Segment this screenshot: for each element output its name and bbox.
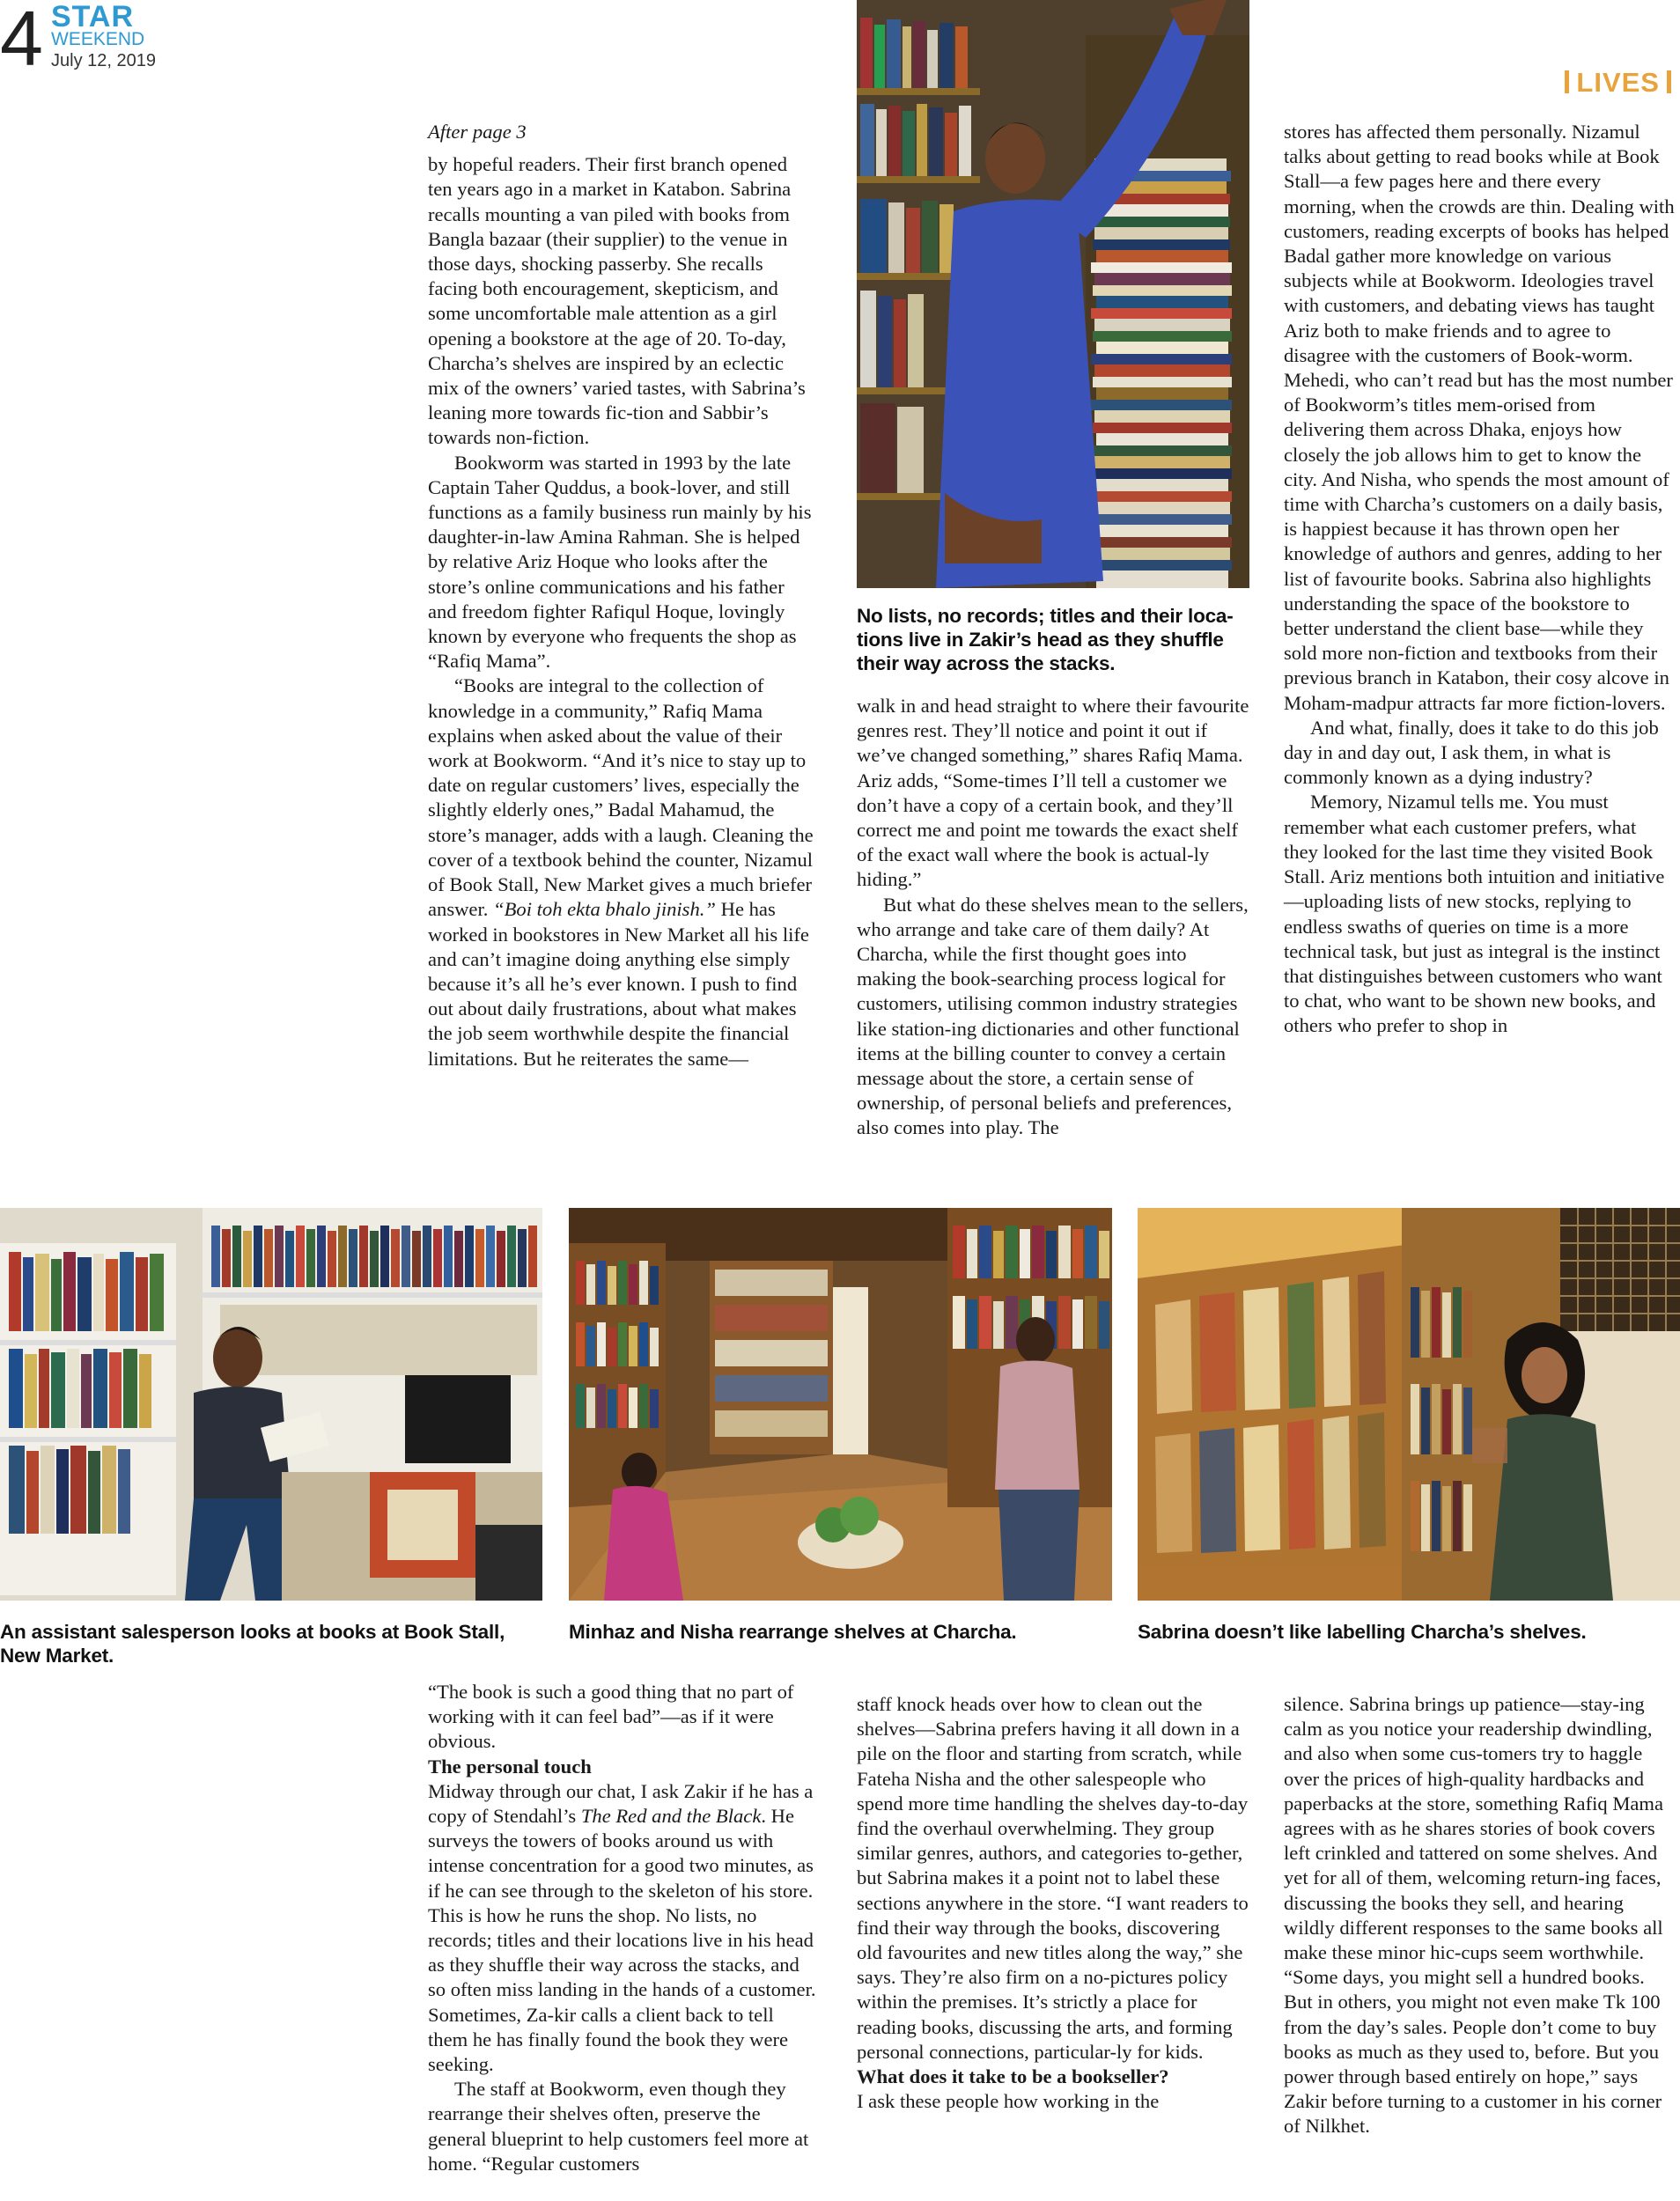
photo-charcha-shelves: [569, 1208, 1112, 1601]
paragraph: Bookworm was started in 1993 by the late Captain Taher Quddus, a book-lover, and still functions as a family business run mainly by his daughter-in-law Amina Rahman. She is helped by relative Ariz Hoque who looks after the store’s online communications and his father and freedom fighter Rafiqul Hoque, lovingly known by everyone who frequents the shop as “Rafiq Mama”.: [428, 451, 812, 673]
paragraph: [428, 1779, 817, 2077]
paragraph: walk in and head straight to where their favourite genres rest. They’ll notice and point it out if we’ve changed something,” shares Rafiq Mama. Ariz adds, “Some-times I’ll tell a customer we don’t have a copy of a certain book, and they’ll correct me and point me towards the exact shelf of the exact wall where the book is actual-ly hiding.”: [857, 695, 1249, 891]
brand-logo: STAR: [51, 0, 135, 33]
photo-caption-sabrina: Sabrina doesn’t like labelling Charcha’s shelves.: [1138, 1621, 1587, 1643]
brand-subtitle: WEEKEND: [51, 29, 145, 49]
article-column-2: [857, 694, 1249, 1141]
paragraph: And what, finally, does it take to do this job day in and day out, I ask them, in what is commonly known as a dying industry?: [1284, 716, 1659, 789]
issue-date: July 12, 2019: [51, 51, 156, 70]
photo-zakir-stacks: [857, 0, 1249, 588]
paragraph-text: Midway through our chat, I ask Zakir if he has a copy of Stendahl’s: [428, 1779, 814, 1828]
section-bar-left: [1565, 70, 1569, 93]
paragraph: “The book is such a good thing that no part of working with it can feel bad”—as if it were obvious.: [428, 1681, 794, 1753]
photo-book-stall: [0, 1208, 542, 1601]
photo-book-stall-image: [0, 1208, 542, 1601]
article-column-3: [1284, 120, 1675, 1039]
subhead-personal-touch: The personal touch: [428, 1755, 592, 1778]
article-column-6: [1284, 1692, 1675, 2139]
section-label: LIVES: [1576, 67, 1660, 98]
book-title: The Red and the Black: [580, 1805, 762, 1828]
photo-sabrina: [1138, 1208, 1680, 1601]
subhead-bookseller: What does it take to be a bookseller?: [857, 2065, 1169, 2088]
paragraph: Memory, Nizamul tells me. You must remember what each customer prefers, what they looked for the last time they visited Book Stall. Ariz mentions both intuition and initiative—uploading lists of new stocks, replying to endless swaths of queries on time is a more technical task, but just as integral is the instinct that distinguishes between customers who want to chat, who want to be shown new books, and others who prefer to shop in: [1284, 791, 1665, 1037]
paragraph: silence. Sabrina brings up patience—stay-ing calm as you notice your readership dwindling, and also when some cus-tomers try to haggle over the prices of high-quality hardbacks and paperbacks at the store, something Rafiq Mama agrees with as he shares stories of book covers left crinkled and tattered on some shelves. And yet for all of them, welcoming return-ing faces, discussing the books they sell, and hearing wildly different responses to the same books all make these minor hic-cups seem worthwhile. “Some days, you might sell a hundred books. But in others, you might not even make Tk 100 from the day’s sales. People don’t come to buy books as much as they used to, before. But you power through based entirely on hope,” says Zakir before turning to a customer in his corner of Nilkhet.: [1284, 1693, 1664, 2138]
paragraph: staff knock heads over how to clean out the shelves—Sabrina prefers having it all down in a pile on the floor and starting from scratch, while Fateha Nisha and the other salespeople who spend more time handling the shelves day-to-day find the overhaul overwhelming. They group similar genres, authors, and categories to-gether, but Sabrina makes it a point not to label these sections anywhere in the store. “I want readers to find their way through the books, discovering old favourites and new titles along the way,” she says. They’re also firm on a no-pictures policy within the premises. It’s strictly a place for reading books, discussing the arts, and forming personal connections, particular-ly for kids.: [857, 1693, 1249, 2063]
photo-sabrina-image: [1138, 1208, 1680, 1601]
photo-charcha-shelves-image: [569, 1208, 1112, 1601]
photo-caption-book-stall: An assistant salesperson looks at books at Book Stall, New Market.: [0, 1621, 505, 1667]
article-column-1: [428, 120, 815, 1071]
paragraph-text: “Books are integral to the collection of knowledge in a community,” Rafiq Mama explains when asked about the value of their work at Bookworm. “And it’s nice to stay up to date on regular customers’ lives, especially the slightly elderly ones,” Badal Mahamud, the store’s manager, adds with a laugh. Cleaning the cover of a textbook behind the counter, Nizamul of Book Stall, New Market gives a much briefer answer.: [428, 674, 814, 921]
paragraph: I ask these people how working in the: [857, 2090, 1160, 2113]
article-column-4: [428, 1680, 817, 2176]
paragraph: The staff at Bookworm, even though they rearrange their shelves often, preserve the general blueprint to help customers feel more at home. “Regular customers: [428, 2078, 809, 2175]
paragraph-text: He has worked in bookstores in New Market all his life and can’t imagine doing anything else simply because it’s all he’s ever known. I push to find out about daily frustrations, about what makes the job seem worthwhile despite the financial limitations. But he reiterates the same—: [428, 898, 809, 1070]
section-bar-right: [1667, 70, 1671, 93]
bangla-quote: “Boi toh ekta bhalo jinish.”: [493, 898, 716, 921]
paragraph: [428, 674, 815, 1071]
photo-zakir-stacks-image: [857, 0, 1249, 588]
page-number: 4: [0, 0, 43, 82]
continued-from: After page 3: [428, 121, 527, 143]
paragraph: But what do these shelves mean to the sellers, who arrange and take care of them daily? At Charcha, while the first thought goes into making the book-searching process logical for customers, utilising common industry strategies like station-ing dictionaries and other functional items at the billing counter to convey a certain message about the store, a certain sense of ownership, of personal beliefs and preferences, also comes into play. The: [857, 893, 1249, 1139]
section-tag: [1565, 67, 1671, 99]
paragraph: stores has affected them personally. Nizamul talks about getting to read books while at Book Stall—a few pages here and there every morning, when the crowds are thin. Dealing with customers, reading excerpts of books has helped Badal gather more knowledge on various subjects while at Bookworm. Ideologies travel with customers, and debating views has taught Ariz both to make friends and to agree to disagree with the customers of Book-worm. Mehedi, who can’t read but has the most number of Bookworm’s titles mem-orised from delivering them across Dhaka, enjoys how closely the job allows him to get to know the city. And Nisha, who spends the most amount of time with Charcha’s customers on a daily basis, is happiest because it has thrown open her knowledge of authors and genres, adding to her list of favourite books. Sabrina also highlights understanding the space of the bookstore to better understand the client base—while they sold more non-fiction and textbooks from their previous branch in Katabon, their cosy alcove in Moham-madpur attracts far more fiction-lovers.: [1284, 121, 1675, 714]
photo-caption-zakir: No lists, no records; titles and their loca-tions live in Zakir’s head as they shuffle their way across the stacks.: [857, 605, 1234, 674]
photo-caption-charcha: Minhaz and Nisha rearrange shelves at Charcha.: [569, 1621, 1017, 1643]
paragraph: by hopeful readers. Their first branch opened ten years ago in a market in Katabon. Sabrina recalls mounting a van piled with books from Bangla bazaar (their supplier) to the venue in those days, shocking passerby. She recalls facing both encouragement, skepticism, and some uncomfortable male attention as a girl opening a bookstore at the age of 20. To-day, Charcha’s shelves are inspired by an eclectic mix of the owners’ varied tastes, with Sabrina’s leaning more towards fic-tion and Sabbir’s towards non-fiction.: [428, 153, 806, 449]
article-column-5: [857, 1692, 1249, 2114]
masthead: [0, 0, 176, 82]
paragraph-text: . He surveys the towers of books around us with intense concentration for a good two minutes, as if he can see through to the skeleton of his store. This is how he runs the shop. No lists, no records; titles and their locations live in his head as they shuffle their way across the stacks, and so often miss landing in the hands of a customer. Sometimes, Za-kir calls a client back to tell them he has finally found the book they were seeking.: [428, 1805, 816, 2076]
